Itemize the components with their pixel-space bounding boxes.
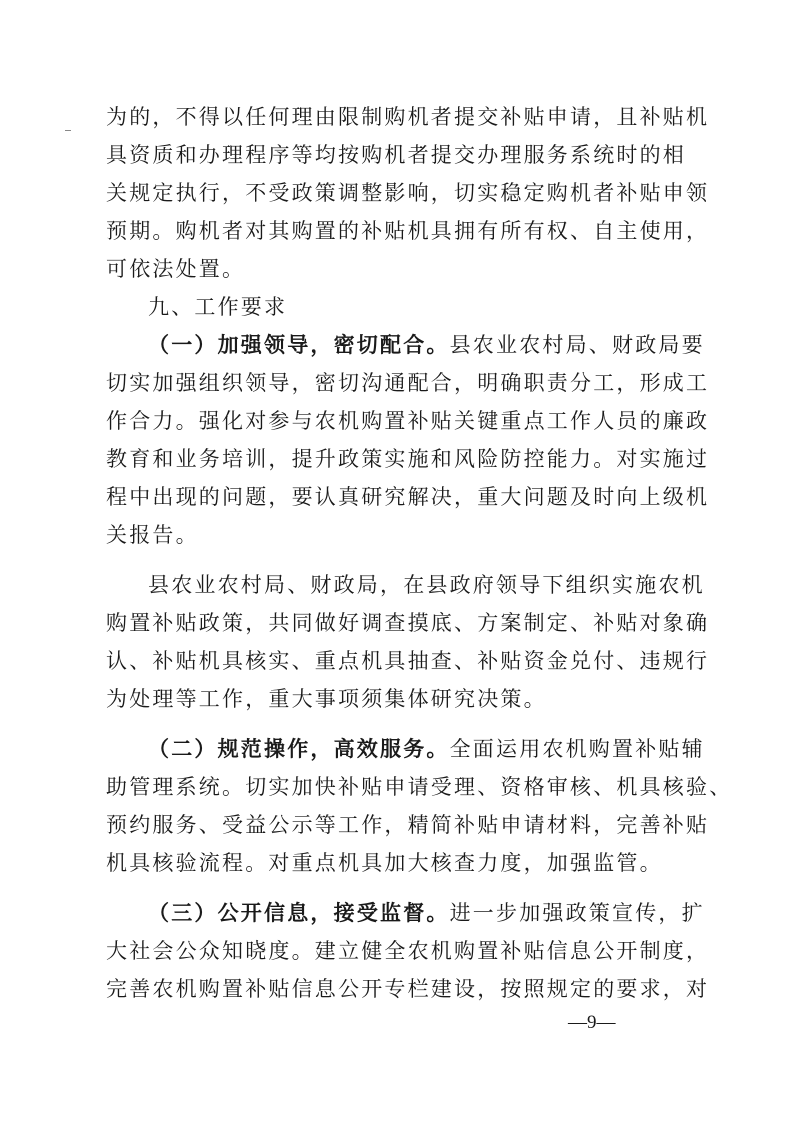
para1-line-3: 关规定执行，不受政策调整影响，切实稳定购机者补贴申领 <box>106 181 710 205</box>
para1-line-5: 可依法处置。 <box>106 257 246 281</box>
item3-line-3: 完善农机购置补贴信息公开专栏建设，按照规定的要求，对 <box>106 977 710 1001</box>
item2-first-line-rest: 全面运用农机购置补贴辅 <box>449 737 705 761</box>
item2-title: （二）规范操作，高效服务。 <box>148 736 450 761</box>
para1-line-1: 为的，不得以任何理由限制购机者提交补贴申请，且补贴机 <box>106 105 710 129</box>
para1-line-4: 预期。购机者对其购置的补贴机具拥有所有权、自主使用， <box>106 219 710 243</box>
item3-first-line <box>106 894 705 932</box>
section-heading: 九、工作要求 <box>148 295 288 319</box>
para2-line-4: 为处理等工作，重大事项须集体研究决策。 <box>106 687 547 711</box>
item2-line-2: 助管理系统。切实加快补贴申请受理、资格审核、机具核验、 <box>106 775 733 799</box>
para2-line-3: 认、补贴机具核实、重点机具抽查、补贴资金兑付、违规行 <box>106 649 710 673</box>
item2-line-3: 预约服务、受益公示等工作，精简补贴申请材料，完善补贴 <box>106 813 710 837</box>
item1-line-3: 作合力。强化对参与农机购置补贴关键重点工作人员的廉政 <box>106 409 710 433</box>
item1-line-4: 教育和业务培训，提升政策实施和风险防控能力。对实施过 <box>106 447 710 471</box>
item1-first-line-rest: 县农业农村局、财政局要 <box>449 333 705 357</box>
item1-line-5: 程中出现的问题，要认真研究解决，重大问题及时向上级机 <box>106 485 710 509</box>
item1-line-2: 切实加强组织领导，密切沟通配合，明确职责分工，形成工 <box>106 371 710 395</box>
item1-title: （一）加强领导，密切配合。 <box>148 332 450 357</box>
item3-first-line-rest: 进一步加强政策宣传，扩 <box>449 901 705 925</box>
para2-line-1: 县农业农村局、财政局，在县政府领导下组织实施农机 <box>148 573 705 597</box>
item2-line-4: 机具核验流程。对重点机具加大核查力度，加强监管。 <box>106 851 663 875</box>
para2-line-2: 购置补贴政策，共同做好调查摸底、方案制定、补贴对象确 <box>106 611 710 635</box>
item2-first-line <box>106 730 705 768</box>
document-body <box>106 98 733 1008</box>
scan-mark <box>65 130 71 131</box>
item1-line-6: 关报告。 <box>106 523 199 547</box>
item3-title: （三）公开信息，接受监督。 <box>148 900 450 925</box>
item3-line-2: 大社会公众知晓度。建立健全农机购置补贴信息公开制度， <box>106 939 710 963</box>
item1-first-line <box>106 326 705 364</box>
page-number: —9— <box>568 1012 616 1033</box>
para1-line-2: 具资质和办理程序等均按购机者提交办理服务系统时的相 <box>106 143 686 167</box>
